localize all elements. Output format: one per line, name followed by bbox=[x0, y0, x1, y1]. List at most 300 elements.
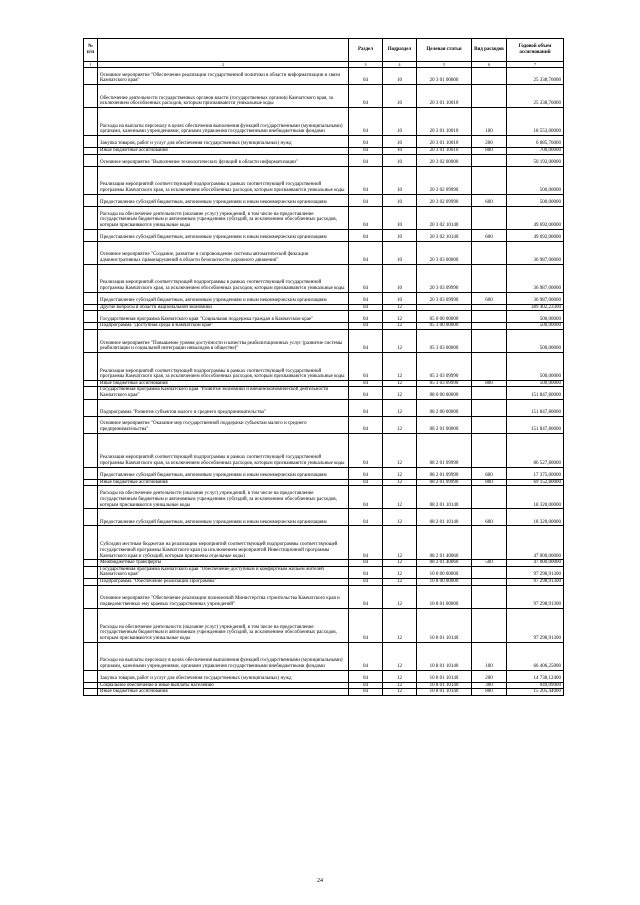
row-expense-type-cell: 800 bbox=[472, 689, 507, 696]
row-razdel-cell: 04 bbox=[349, 311, 383, 323]
row-target-article-cell: 20 3 03 00000 bbox=[417, 241, 472, 264]
row-razdel-cell: 04 bbox=[349, 560, 383, 567]
row-podrazdel-cell: 12 bbox=[383, 566, 417, 578]
row-razdel-cell: 04 bbox=[349, 136, 383, 148]
row-name-cell: Иные бюджетные ассигнования bbox=[98, 148, 349, 155]
row-num-cell bbox=[84, 352, 98, 380]
row-sum-cell: 500,00000 bbox=[507, 194, 564, 206]
row-target-article-cell: 08 2 01 00000 bbox=[417, 416, 472, 433]
row-sum-cell: 500,00000 bbox=[507, 311, 564, 323]
row-target-article-cell: 05 0 00 00000 bbox=[417, 311, 472, 323]
table-row bbox=[84, 416, 564, 433]
row-razdel-cell: 04 bbox=[349, 670, 383, 682]
table-row bbox=[84, 264, 564, 292]
table-row bbox=[84, 352, 564, 380]
row-sum-cell: 97 298,91300 bbox=[507, 608, 564, 642]
row-target-article-cell: 20 3 01 10010 bbox=[417, 85, 472, 108]
row-razdel-cell: 04 bbox=[349, 467, 383, 479]
row-sum-cell: 97 298,91300 bbox=[507, 566, 564, 578]
row-target-article-cell: 10 8 01 10140 bbox=[417, 682, 472, 689]
row-num-cell bbox=[84, 486, 98, 509]
row-num-cell bbox=[84, 433, 98, 467]
row-sum-cell: 49 692,00000 bbox=[507, 206, 564, 229]
row-target-article-cell: 10 8 01 10140 bbox=[417, 689, 472, 696]
header-target-article: Целевая статья bbox=[417, 39, 472, 62]
row-razdel-cell: 04 bbox=[349, 292, 383, 304]
table-row bbox=[84, 108, 564, 136]
row-expense-type-cell bbox=[472, 304, 507, 311]
row-num-cell bbox=[84, 585, 98, 608]
row-podrazdel-cell: 10 bbox=[383, 68, 417, 85]
row-name-cell: Иные бюджетные ассигнования bbox=[98, 380, 349, 387]
row-num-cell bbox=[84, 329, 98, 352]
row-razdel-cell: 04 bbox=[349, 108, 383, 136]
colnum: 6 bbox=[472, 62, 507, 68]
row-razdel-cell: 04 bbox=[349, 241, 383, 264]
row-podrazdel-cell: 12 bbox=[383, 467, 417, 479]
row-expense-type-cell: 200 bbox=[472, 136, 507, 148]
row-num-cell bbox=[84, 85, 98, 108]
row-target-article-cell: 10 8 01 10140 bbox=[417, 642, 472, 670]
row-razdel-cell: 04 bbox=[349, 509, 383, 526]
row-razdel-cell: 04 bbox=[349, 352, 383, 380]
table-row bbox=[84, 467, 564, 479]
row-sum-cell: 36 987,00000 bbox=[507, 264, 564, 292]
row-name-cell: Расходы на выплаты персоналу в целях обеспечения выполнения функций государственными (муниципальными) органами, казенными учреждениями, органами управления государственными внебюджетными фондами bbox=[98, 108, 349, 136]
table-row bbox=[84, 194, 564, 206]
row-sum-cell: 151 847,80000 bbox=[507, 416, 564, 433]
table-row bbox=[84, 560, 564, 567]
row-sum-cell: 66 406,25000 bbox=[507, 642, 564, 670]
row-razdel-cell: 04 bbox=[349, 433, 383, 467]
row-name-cell: Субсидии местным бюджетам на реализацию мероприятий соответствующей подпрограммы соответствующей государственной программы Камчатского края (за исключением мероприятий Инвестиционной программы Камчатского края и субсидий, которым присвоены отдельные коды) bbox=[98, 526, 349, 560]
row-name-cell: Основное мероприятие "Создание, развитие и сопровождение системы автоматической фиксации административных правонарушений в области безопасности дорожного движения" bbox=[98, 241, 349, 264]
row-name-cell: Основное мероприятие "Повышение уровня доступности и качества реабилитационных услуг (развитие системы реабилитации и социальной интеграции инвалидов в обществе)" bbox=[98, 329, 349, 352]
row-razdel-cell: 04 bbox=[349, 689, 383, 696]
row-expense-type-cell bbox=[472, 241, 507, 264]
row-num-cell bbox=[84, 608, 98, 642]
row-expense-type-cell: 600 bbox=[472, 194, 507, 206]
row-target-article-cell: 08 2 00 00000 bbox=[417, 399, 472, 416]
row-num-cell bbox=[84, 108, 98, 136]
row-name-cell: Обеспечение деятельности государственных органов власти (государственных органов) Камчатского края, за исключением обособленных расходов, которым присваиваются уникальные коды bbox=[98, 85, 349, 108]
row-expense-type-cell bbox=[472, 416, 507, 433]
row-razdel-cell: 04 bbox=[349, 323, 383, 330]
row-name-cell: Подпрограмма "Развитие субъектов малого и среднего предпринимательства" bbox=[98, 399, 349, 416]
row-num-cell bbox=[84, 304, 98, 311]
row-razdel-cell: 04 bbox=[349, 264, 383, 292]
row-podrazdel-cell: 10 bbox=[383, 241, 417, 264]
row-target-article-cell: 10 8 01 10140 bbox=[417, 670, 472, 682]
row-num-cell bbox=[84, 154, 98, 166]
row-sum-cell: 17 375,00000 bbox=[507, 467, 564, 479]
row-expense-type-cell bbox=[472, 566, 507, 578]
table-row bbox=[84, 682, 564, 689]
row-expense-type-cell bbox=[472, 68, 507, 85]
table-row bbox=[84, 486, 564, 509]
row-target-article-cell: 10 8 01 00000 bbox=[417, 585, 472, 608]
row-target-article-cell: 05 3 00 00000 bbox=[417, 323, 472, 330]
row-target-article-cell: 08 2 01 10140 bbox=[417, 486, 472, 509]
row-podrazdel-cell: 12 bbox=[383, 304, 417, 311]
row-expense-type-cell bbox=[472, 486, 507, 509]
header-num: № п/п bbox=[84, 39, 98, 62]
row-expense-type-cell bbox=[472, 85, 507, 108]
row-target-article-cell: 20 3 02 09990 bbox=[417, 194, 472, 206]
row-razdel-cell: 04 bbox=[349, 194, 383, 206]
row-name-cell: Расходы на обеспечение деятельности (оказание услуг) учреждений, в том числе на предоставление государственным бюджетным и автономным учреждениям субсидий, за исключением обособленных расходов, которым присваиваются уникальные коды bbox=[98, 206, 349, 229]
row-razdel-cell: 04 bbox=[349, 154, 383, 166]
row-name-cell: Другие вопросы в области национальной экономики bbox=[98, 304, 349, 311]
row-target-article-cell: 08 2 01 09990 bbox=[417, 479, 472, 486]
row-razdel-cell: 04 bbox=[349, 608, 383, 642]
row-razdel-cell: 04 bbox=[349, 682, 383, 689]
row-razdel-cell: 04 bbox=[349, 229, 383, 241]
row-target-article-cell: 10 8 00 00000 bbox=[417, 578, 472, 585]
colnum: 5 bbox=[417, 62, 472, 68]
row-podrazdel-cell: 10 bbox=[383, 206, 417, 229]
row-sum-cell: 500,00000 bbox=[507, 352, 564, 380]
row-razdel-cell: 04 bbox=[349, 399, 383, 416]
row-podrazdel-cell: 10 bbox=[383, 108, 417, 136]
row-expense-type-cell: 500 bbox=[472, 560, 507, 567]
row-podrazdel-cell: 10 bbox=[383, 136, 417, 148]
table-row bbox=[84, 566, 564, 578]
row-expense-type-cell bbox=[472, 206, 507, 229]
row-podrazdel-cell: 12 bbox=[383, 670, 417, 682]
row-expense-type-cell: 800 bbox=[472, 380, 507, 387]
row-podrazdel-cell: 12 bbox=[383, 380, 417, 387]
row-podrazdel-cell: 12 bbox=[383, 608, 417, 642]
table-row bbox=[84, 154, 564, 166]
row-target-article-cell: 20 3 01 10010 bbox=[417, 136, 472, 148]
header-name bbox=[98, 39, 349, 62]
row-podrazdel-cell: 12 bbox=[383, 578, 417, 585]
row-name-cell: Предоставление субсидий бюджетным, автономным учреждениям и иным некоммерческим организациям bbox=[98, 509, 349, 526]
row-razdel-cell: 04 bbox=[349, 416, 383, 433]
table-row bbox=[84, 387, 564, 399]
row-num-cell bbox=[84, 292, 98, 304]
row-target-article-cell: 20 3 02 10140 bbox=[417, 206, 472, 229]
row-sum-cell: 69 152,80000 bbox=[507, 479, 564, 486]
row-num-cell bbox=[84, 682, 98, 689]
row-podrazdel-cell: 12 bbox=[383, 486, 417, 509]
row-razdel-cell: 04 bbox=[349, 206, 383, 229]
row-podrazdel-cell: 12 bbox=[383, 329, 417, 352]
row-num-cell bbox=[84, 136, 98, 148]
row-num-cell bbox=[84, 380, 98, 387]
row-target-article-cell: 08 2 01 09990 bbox=[417, 433, 472, 467]
row-expense-type-cell bbox=[472, 166, 507, 194]
row-podrazdel-cell: 10 bbox=[383, 292, 417, 304]
row-podrazdel-cell: 12 bbox=[383, 479, 417, 486]
row-expense-type-cell: 100 bbox=[472, 108, 507, 136]
row-podrazdel-cell: 12 bbox=[383, 642, 417, 670]
row-name-cell: Реализация мероприятий соответствующей подпрограммы в рамках соответствующей государственной программы Камчатского края, за исключением обособленных расходов, которым присваиваются уникальные коды bbox=[98, 433, 349, 467]
row-target-article-cell: 10 0 00 00000 bbox=[417, 566, 472, 578]
row-name-cell: Подпрограмма "Доступная среда в Камчатском крае" bbox=[98, 323, 349, 330]
row-sum-cell: 500,00000 bbox=[507, 166, 564, 194]
row-name-cell: Расходы на обеспечение деятельности (оказание услуг) учреждений, в том числе на предоставление государственным бюджетным и автономным учреждениям субсидий, за исключением обособленных расходов, которым присваиваются уникальные коды bbox=[98, 608, 349, 642]
row-name-cell: Государственная программа Камчатского края "Социальная поддержка граждан в Камчатском крае" bbox=[98, 311, 349, 323]
row-podrazdel-cell: 12 bbox=[383, 387, 417, 399]
row-sum-cell: 97 298,91300 bbox=[507, 585, 564, 608]
row-podrazdel-cell: 10 bbox=[383, 194, 417, 206]
row-sum-cell: 25 338,76000 bbox=[507, 68, 564, 85]
row-num-cell bbox=[84, 689, 98, 696]
row-podrazdel-cell: 10 bbox=[383, 154, 417, 166]
row-podrazdel-cell: 12 bbox=[383, 311, 417, 323]
row-sum-cell: 15 205,44000 bbox=[507, 689, 564, 696]
row-podrazdel-cell: 12 bbox=[383, 399, 417, 416]
row-name-cell: Социальное обеспечение и иные выплаты населению bbox=[98, 682, 349, 689]
row-target-article-cell: 20 3 02 10140 bbox=[417, 229, 472, 241]
row-name-cell: Предоставление субсидий бюджетным, автономным учреждениям и иным некоммерческим организациям bbox=[98, 229, 349, 241]
row-sum-cell: 36 987,00000 bbox=[507, 241, 564, 264]
row-expense-type-cell bbox=[472, 387, 507, 399]
row-name-cell: Закупка товаров, работ и услуг для обеспечения государственных (муниципальных) нужд bbox=[98, 136, 349, 148]
row-target-article-cell: 20 3 01 10010 bbox=[417, 148, 472, 155]
row-podrazdel-cell: 12 bbox=[383, 682, 417, 689]
table-row bbox=[84, 241, 564, 264]
row-expense-type-cell: 600 bbox=[472, 467, 507, 479]
row-expense-type-cell bbox=[472, 578, 507, 585]
row-sum-cell: 86 527,80000 bbox=[507, 433, 564, 467]
row-sum-cell: 97 298,91300 bbox=[507, 578, 564, 585]
row-target-article-cell: 08 2 01 09990 bbox=[417, 467, 472, 479]
row-podrazdel-cell: 12 bbox=[383, 560, 417, 567]
row-razdel-cell: 04 bbox=[349, 387, 383, 399]
row-num-cell bbox=[84, 642, 98, 670]
row-target-article-cell: 08 0 00 00000 bbox=[417, 387, 472, 399]
header-expense-type: Вид расходов bbox=[472, 39, 507, 62]
document-page bbox=[83, 38, 563, 696]
row-name-cell: Подпрограмма "Обеспечение реализации Программы" bbox=[98, 578, 349, 585]
row-sum-cell: 50 192,00000 bbox=[507, 154, 564, 166]
budget-table bbox=[83, 38, 564, 696]
row-num-cell bbox=[84, 467, 98, 479]
row-name-cell: Иные бюджетные ассигнования bbox=[98, 689, 349, 696]
row-num-cell bbox=[84, 229, 98, 241]
table-row bbox=[84, 479, 564, 486]
row-target-article-cell bbox=[417, 304, 472, 311]
table-row bbox=[84, 292, 564, 304]
row-name-cell: Закупка товаров, работ и услуг для обеспечения государственных (муниципальных) нужд bbox=[98, 670, 349, 682]
row-podrazdel-cell: 12 bbox=[383, 433, 417, 467]
row-expense-type-cell bbox=[472, 526, 507, 560]
row-num-cell bbox=[84, 241, 98, 264]
row-name-cell: Реализация мероприятий соответствующей подпрограммы в рамках соответствующей государственной программы Камчатского края, за исключением обособленных расходов, которым присваиваются уникальные коды bbox=[98, 166, 349, 194]
table-row bbox=[84, 311, 564, 323]
row-num-cell bbox=[84, 526, 98, 560]
row-sum-cell: 18 553,00000 bbox=[507, 108, 564, 136]
row-sum-cell: 25 338,76000 bbox=[507, 85, 564, 108]
row-expense-type-cell bbox=[472, 323, 507, 330]
table-row bbox=[84, 399, 564, 416]
row-target-article-cell: 20 3 02 00000 bbox=[417, 154, 472, 166]
row-expense-type-cell bbox=[472, 329, 507, 352]
row-target-article-cell: 20 3 03 09990 bbox=[417, 264, 472, 292]
colnum: 4 bbox=[383, 62, 417, 68]
row-target-article-cell: 20 3 01 00000 bbox=[417, 68, 472, 85]
row-target-article-cell: 20 3 03 09990 bbox=[417, 292, 472, 304]
table-row bbox=[84, 433, 564, 467]
row-expense-type-cell bbox=[472, 433, 507, 467]
row-num-cell bbox=[84, 479, 98, 486]
row-podrazdel-cell: 12 bbox=[383, 526, 417, 560]
row-podrazdel-cell: 12 bbox=[383, 689, 417, 696]
row-sum-cell: 949,09900 bbox=[507, 682, 564, 689]
row-num-cell bbox=[84, 578, 98, 585]
row-podrazdel-cell: 10 bbox=[383, 166, 417, 194]
row-name-cell: Основное мероприятие "Обеспечение реализации полномочий Министерства строительства Камчатского края и подведомственных ему краевых государственных учреждений" bbox=[98, 585, 349, 608]
table-row bbox=[84, 585, 564, 608]
row-expense-type-cell bbox=[472, 264, 507, 292]
row-num-cell bbox=[84, 566, 98, 578]
table-row bbox=[84, 68, 564, 85]
row-num-cell bbox=[84, 416, 98, 433]
table-row bbox=[84, 166, 564, 194]
row-num-cell bbox=[84, 509, 98, 526]
row-target-article-cell: 08 2 01 10140 bbox=[417, 509, 472, 526]
row-podrazdel-cell: 10 bbox=[383, 85, 417, 108]
table-row bbox=[84, 509, 564, 526]
row-target-article-cell: 05 3 03 00000 bbox=[417, 329, 472, 352]
row-target-article-cell: 08 2 01 40060 bbox=[417, 560, 472, 567]
row-name-cell: Государственная программа Камчатского края "Обеспечение доступным и комфортным жильем жителей Камчатского края" bbox=[98, 566, 349, 578]
row-razdel-cell: 04 bbox=[349, 526, 383, 560]
table-row bbox=[84, 526, 564, 560]
row-name-cell: Государственная программа Камчатского края "Развитие экономики и внешнеэкономической деятельности Камчатского края" bbox=[98, 387, 349, 399]
row-num-cell bbox=[84, 264, 98, 292]
row-expense-type-cell bbox=[472, 399, 507, 416]
row-podrazdel-cell: 12 bbox=[383, 509, 417, 526]
row-podrazdel-cell: 10 bbox=[383, 148, 417, 155]
row-razdel-cell: 04 bbox=[349, 380, 383, 387]
row-name-cell: Реализация мероприятий соответствующей подпрограммы в рамках соответствующей государственной программы Камчатского края, за исключением обособленных расходов, которым присваиваются уникальные коды bbox=[98, 264, 349, 292]
row-num-cell bbox=[84, 206, 98, 229]
row-name-cell: Реализация мероприятий соответствующей подпрограммы в рамках соответствующей государственной программы Камчатского края, за исключением обособленных расходов, которым присваиваются уникальные коды bbox=[98, 352, 349, 380]
row-razdel-cell: 04 bbox=[349, 585, 383, 608]
table-row bbox=[84, 136, 564, 148]
row-num-cell bbox=[84, 68, 98, 85]
row-expense-type-cell bbox=[472, 352, 507, 380]
row-num-cell bbox=[84, 399, 98, 416]
row-razdel-cell: 04 bbox=[349, 85, 383, 108]
row-name-cell: Предоставление субсидий бюджетным, автономным учреждениям и иным некоммерческим организациям bbox=[98, 467, 349, 479]
row-razdel-cell: 04 bbox=[349, 304, 383, 311]
table-row bbox=[84, 148, 564, 155]
colnum: 3 bbox=[349, 62, 383, 68]
row-num-cell bbox=[84, 323, 98, 330]
row-num-cell bbox=[84, 670, 98, 682]
row-sum-cell: 49 692,00000 bbox=[507, 229, 564, 241]
row-name-cell: Межбюджетные трансферты bbox=[98, 560, 349, 567]
row-razdel-cell: 04 bbox=[349, 642, 383, 670]
table-row bbox=[84, 85, 564, 108]
row-name-cell: Основное мероприятие "Выполнение технологических функций в области информатизации" bbox=[98, 154, 349, 166]
row-target-article-cell: 05 3 03 09990 bbox=[417, 380, 472, 387]
row-expense-type-cell bbox=[472, 608, 507, 642]
table-row bbox=[84, 323, 564, 330]
header-podrazdel: Подраздел bbox=[383, 39, 417, 62]
row-razdel-cell: 04 bbox=[349, 166, 383, 194]
row-sum-cell: 151 847,80000 bbox=[507, 387, 564, 399]
header-razdel: Раздел bbox=[349, 39, 383, 62]
row-sum-cell: 389 402,23300 bbox=[507, 304, 564, 311]
page-number: 24 bbox=[317, 878, 323, 884]
row-sum-cell: 700,00000 bbox=[507, 148, 564, 155]
table-row bbox=[84, 578, 564, 585]
row-expense-type-cell: 600 bbox=[472, 292, 507, 304]
table-row bbox=[84, 329, 564, 352]
row-sum-cell: 18 320,00000 bbox=[507, 486, 564, 509]
row-target-article-cell: 20 3 02 09990 bbox=[417, 166, 472, 194]
row-razdel-cell: 04 bbox=[349, 68, 383, 85]
row-target-article-cell: 10 8 01 10140 bbox=[417, 608, 472, 642]
row-podrazdel-cell: 12 bbox=[383, 416, 417, 433]
table-row bbox=[84, 304, 564, 311]
header-annual-sum: Годовой объем ассигнований bbox=[507, 39, 564, 62]
row-expense-type-cell bbox=[472, 585, 507, 608]
row-expense-type-cell bbox=[472, 154, 507, 166]
row-sum-cell: 47 000,00000 bbox=[507, 560, 564, 567]
colnum: 2 bbox=[98, 62, 349, 68]
row-razdel-cell: 04 bbox=[349, 479, 383, 486]
row-name-cell: Основное мероприятие "Оказание мер государственной поддержки субъектам малого и среднего предпринимательства" bbox=[98, 416, 349, 433]
row-expense-type-cell: 300 bbox=[472, 682, 507, 689]
row-sum-cell: 500,00000 bbox=[507, 323, 564, 330]
row-name-cell: Расходы на обеспечение деятельности (оказание услуг) учреждений, в том числе на предоставление государственным бюджетным и автономным учреждениям субсидий, за исключением обособленных расходов, которым присваиваются уникальные коды bbox=[98, 486, 349, 509]
row-sum-cell: 500,00000 bbox=[507, 380, 564, 387]
table-row bbox=[84, 642, 564, 670]
row-razdel-cell: 04 bbox=[349, 148, 383, 155]
row-sum-cell: 151 847,80000 bbox=[507, 399, 564, 416]
row-num-cell bbox=[84, 560, 98, 567]
row-num-cell bbox=[84, 148, 98, 155]
row-expense-type-cell: 600 bbox=[472, 229, 507, 241]
table-row bbox=[84, 670, 564, 682]
row-expense-type-cell: 200 bbox=[472, 670, 507, 682]
row-podrazdel-cell: 12 bbox=[383, 352, 417, 380]
table-row bbox=[84, 229, 564, 241]
row-name-cell: Основное мероприятие "Обеспечение реализации государственной политики в области информатизации и связи Камчатского края" bbox=[98, 68, 349, 85]
table-row bbox=[84, 380, 564, 387]
row-target-article-cell: 05 3 03 09990 bbox=[417, 352, 472, 380]
row-target-article-cell: 20 3 01 10010 bbox=[417, 108, 472, 136]
row-num-cell bbox=[84, 311, 98, 323]
table-row bbox=[84, 689, 564, 696]
row-sum-cell: 14 738,12400 bbox=[507, 670, 564, 682]
row-expense-type-cell bbox=[472, 311, 507, 323]
table-row bbox=[84, 608, 564, 642]
row-razdel-cell: 04 bbox=[349, 486, 383, 509]
row-name-cell: Предоставление субсидий бюджетным, автономным учреждениям и иным некоммерческим организациям bbox=[98, 292, 349, 304]
row-podrazdel-cell: 12 bbox=[383, 323, 417, 330]
row-sum-cell: 18 320,00000 bbox=[507, 509, 564, 526]
row-target-article-cell: 08 2 01 40060 bbox=[417, 526, 472, 560]
row-sum-cell: 6 085,76000 bbox=[507, 136, 564, 148]
row-razdel-cell: 04 bbox=[349, 329, 383, 352]
table-row bbox=[84, 206, 564, 229]
row-podrazdel-cell: 10 bbox=[383, 229, 417, 241]
row-num-cell bbox=[84, 387, 98, 399]
row-podrazdel-cell: 10 bbox=[383, 264, 417, 292]
row-sum-cell: 47 000,00000 bbox=[507, 526, 564, 560]
colnum: 1 bbox=[84, 62, 98, 68]
table-body bbox=[84, 68, 564, 696]
row-name-cell: Предоставление субсидий бюджетным, автономным учреждениям и иным некоммерческим организациям bbox=[98, 194, 349, 206]
